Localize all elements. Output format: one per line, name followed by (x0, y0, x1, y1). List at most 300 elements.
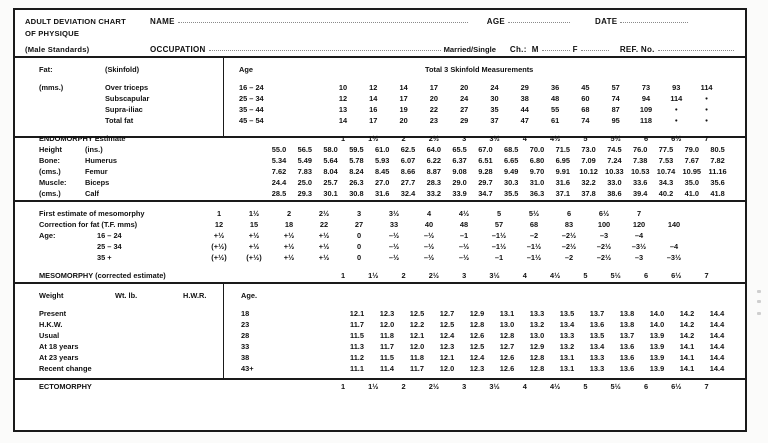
female-label: F (572, 45, 578, 54)
meso-correction-label: Correction for fat (T.F. mms) (39, 220, 138, 229)
meso-correction-cell: 68 (529, 220, 539, 229)
fat-cell: 61 (550, 116, 560, 125)
meso-first-estimate-label: First estimate of mesomorphy (39, 209, 145, 218)
fat-age-band: 45 – 54 (239, 116, 264, 125)
name-label: NAME (150, 17, 175, 26)
height-cell: 68.5 (503, 145, 519, 154)
height-cell: 31.6 (555, 178, 570, 187)
weight-cell: 14.0 (649, 320, 665, 329)
female-count-input[interactable] (581, 42, 609, 51)
fat-title: Fat: (39, 65, 53, 74)
height-cell: 7.82 (710, 156, 725, 165)
weight-cell: 13.1 (499, 309, 515, 318)
fat-cell: 29 (460, 116, 469, 125)
meso-age-correction-cell: –½ (458, 253, 470, 262)
fat-cell: 95 (611, 116, 620, 125)
fat-age-header: Age (239, 65, 253, 74)
height-band (15, 138, 745, 202)
weight-cell: 12.8 (529, 364, 545, 373)
date-field[interactable] (595, 15, 691, 26)
meso-age-correction-cell: –3 (599, 231, 609, 240)
fat-cell: 17 (369, 116, 378, 125)
ectomorphy-scale-value: 4 (522, 382, 527, 391)
fat-age-band: 16 – 24 (239, 83, 264, 92)
height-cell: 37.1 (555, 189, 570, 198)
fat-rows (27, 82, 745, 126)
weight-cell: 12.4 (469, 353, 485, 362)
fat-cell: 12 (369, 83, 378, 92)
height-cell: 6.51 (478, 156, 493, 165)
meso-age-label: Age: (39, 231, 56, 240)
scan-mark-1 (757, 290, 761, 293)
height-cell: 70.0 (529, 145, 545, 154)
height-cell: 77.5 (658, 145, 674, 154)
weight-cell: 14.1 (679, 353, 695, 362)
height-cell: 5.78 (349, 156, 364, 165)
height-cell: 10.95 (682, 167, 702, 176)
weight-cell: 12.6 (469, 331, 485, 340)
meso-age-correction-cell: –1½ (526, 242, 542, 251)
mesomorphy-scale-value: 5 (583, 271, 588, 280)
weight-row-label: H.K.W. (39, 320, 63, 329)
mesomorphy-scale-value: 5½ (610, 271, 621, 280)
fat-row (27, 93, 745, 104)
fat-cell: 55 (550, 105, 560, 114)
mesomorphy-scale-value: 4 (522, 271, 527, 280)
weight-row (27, 319, 745, 330)
ref-no-input[interactable] (658, 42, 734, 51)
fat-cell: 68 (581, 105, 590, 114)
fat-cell: 14 (369, 94, 378, 103)
meso-age-correction-cell: –1½ (491, 242, 507, 251)
height-cell: 73.0 (581, 145, 596, 154)
height-row-label-b: Femur (85, 167, 108, 176)
height-cell: 6.80 (529, 156, 545, 165)
endomorphy-scale-value: 2½ (428, 134, 440, 143)
name-field[interactable] (150, 15, 471, 26)
chart-sheet (13, 8, 747, 432)
height-row-label-b: Biceps (85, 178, 110, 187)
endomorphy-scale-value: 2 (401, 134, 406, 143)
mesomorphy-scale-value: 2 (401, 271, 406, 280)
fat-cell: 23 (429, 116, 438, 125)
fat-cell: 14 (338, 116, 348, 125)
meso-age-correction-cell: 0 (356, 242, 362, 251)
meso-age-correction-cell: –½ (388, 242, 400, 251)
meso-first-estimate-cell: 7 (636, 209, 642, 218)
meso-first-estimate-cell: 2 (286, 209, 292, 218)
fat-cell: 17 (429, 83, 438, 92)
weight-spacer (27, 301, 745, 308)
height-cell: 7.38 (632, 156, 648, 165)
date-label: DATE (595, 17, 618, 26)
height-cell: 25.0 (297, 178, 312, 187)
weight-age: 38 (241, 353, 250, 362)
fat-cell: 27 (460, 105, 469, 114)
ectomorphy-scale-value: 6½ (671, 382, 682, 391)
endomorphy-scale-value: 3 (462, 134, 467, 143)
endomorphy-estimate-label: ENDOMORPHY Estimate (39, 134, 126, 143)
weight-cell: 12.5 (469, 342, 485, 351)
mesomorphy-scale-value: 3½ (489, 271, 500, 280)
height-cell: 35.6 (710, 178, 725, 187)
height-cell: 8.87 (426, 167, 441, 176)
fat-cell: • (705, 94, 708, 103)
header-row-3 (25, 43, 735, 56)
height-row (27, 166, 745, 177)
fat-cell: 57 (611, 83, 620, 92)
weight-cell: 13.8 (619, 320, 635, 329)
header-band (15, 10, 745, 58)
height-cell: 33.9 (452, 189, 467, 198)
weight-row (27, 330, 745, 341)
weight-cell: 11.2 (350, 353, 364, 362)
mesomorphy-rows (27, 208, 745, 263)
weight-cell: 12.0 (439, 364, 455, 373)
fat-spacer (27, 75, 745, 82)
height-cell: 64.0 (426, 145, 441, 154)
meso-age-correction-cell: 0 (356, 253, 362, 262)
weight-cell: 12.4 (439, 331, 455, 340)
weight-cell: 13.3 (529, 309, 545, 318)
meso-correction-cell: 33 (389, 220, 399, 229)
meso-first-estimate-cell: 5 (496, 209, 502, 218)
height-cell: 6.37 (452, 156, 467, 165)
fat-cell: 12 (338, 94, 348, 103)
height-cell: 32.4 (400, 189, 416, 198)
fat-site-label: Subscapular (105, 94, 150, 103)
fat-cell: 20 (460, 83, 469, 92)
meso-age-correction-cell: +½ (283, 242, 295, 251)
mesomorphy-scale-value: 6 (643, 271, 649, 280)
height-cell: 5.64 (323, 156, 338, 165)
weight-cell: 12.1 (349, 309, 365, 318)
weight-cell: 11.7 (350, 320, 364, 329)
meso-age-correction-cell: –½ (458, 242, 470, 251)
meso-age-correction-cell: +½ (283, 231, 295, 240)
height-cell: 33.6 (632, 178, 648, 187)
ectomorphy-scale-value: 3½ (489, 382, 500, 391)
chart-title-line1: ADULT DEVIATION CHART (25, 17, 126, 26)
weight-cell: 13.9 (649, 342, 665, 351)
weight-cell: 14.4 (709, 364, 725, 373)
age-field[interactable] (487, 15, 573, 26)
wt-lb-label: Wt. lb. (115, 291, 138, 300)
weight-cell: 12.8 (529, 353, 545, 362)
weight-rows (27, 308, 745, 374)
meso-first-estimate-cell: 4 (426, 209, 432, 218)
meso-age-correction-cell: –½ (388, 231, 400, 240)
height-cell: 56.5 (297, 145, 312, 154)
height-cell: 79.0 (684, 145, 699, 154)
weight-cell: 13.0 (529, 331, 545, 340)
endomorphy-scale-value: 3½ (489, 134, 500, 143)
mesomorphy-scale-value: 1 (340, 271, 346, 280)
mesomorphy-band (15, 202, 745, 284)
height-cell: 9.91 (555, 167, 570, 176)
fat-cell: 87 (611, 105, 620, 114)
meso-age-correction-cell: –4 (669, 242, 679, 251)
height-cell: 32.2 (581, 178, 596, 187)
fat-cell: 118 (640, 116, 652, 125)
meso-correction-cell: 100 (597, 220, 611, 229)
meso-correction-cell: 12 (214, 220, 224, 229)
fat-cell: 94 (641, 94, 651, 103)
weight-cell: 13.4 (559, 320, 575, 329)
name-input[interactable] (178, 14, 468, 23)
weight-label: Weight (39, 291, 64, 300)
height-row-label-a: Muscle: (39, 178, 67, 187)
fat-cell: 60 (581, 94, 590, 103)
height-row-label-b: (ins.) (85, 145, 103, 154)
meso-correction-cell: 15 (249, 220, 259, 229)
weight-cell: 12.9 (469, 309, 485, 318)
fat-cell: 24 (490, 83, 499, 92)
weight-cell: 11.8 (410, 353, 424, 362)
ectomorphy-label: ECTOMORPHY (39, 382, 92, 391)
fat-site-label: Total fat (105, 116, 134, 125)
fat-cell: 74 (611, 94, 620, 103)
weight-cell: 13.5 (559, 309, 575, 318)
meso-age-correction-cell: (+½) (211, 242, 227, 251)
fat-cell: 93 (672, 83, 681, 92)
weight-age: 33 (241, 342, 250, 351)
ref-no-field[interactable] (620, 43, 737, 54)
weight-row-label: Recent change (39, 364, 92, 373)
meso-first-estimate-cell: 3 (356, 209, 362, 218)
weight-cell: 14.2 (679, 331, 695, 340)
weight-cell: 13.6 (619, 353, 635, 362)
weight-row (27, 363, 745, 374)
meso-age-correction-cell: –½ (423, 231, 435, 240)
weight-cell: 13.8 (619, 309, 635, 318)
endomorphy-scale-value: 4 (522, 134, 527, 143)
fat-cell: 48 (550, 94, 560, 103)
fat-cell: 30 (490, 94, 499, 103)
occupation-label: OCCUPATION (150, 45, 206, 54)
height-cell: 24.4 (271, 178, 287, 187)
height-cell: 10.12 (579, 167, 598, 176)
weight-cell: 14.2 (679, 309, 695, 318)
weight-age-header: Age. (241, 291, 258, 300)
height-row-label-a: (cms.) (39, 189, 61, 198)
header-row-1 (25, 15, 735, 28)
meso-correction-cell: 83 (564, 220, 574, 229)
fat-cell: 13 (338, 105, 348, 114)
weight-cell: 14.2 (679, 320, 695, 329)
height-cell: 71.5 (555, 145, 570, 154)
weight-cell: 13.2 (559, 342, 575, 351)
weight-cell: 12.0 (409, 342, 425, 351)
height-cell: 33.0 (607, 178, 622, 187)
height-cell: 5.34 (271, 156, 287, 165)
fat-site-label: Over triceps (105, 83, 149, 92)
weight-cell: 13.5 (589, 331, 605, 340)
ectomorphy-scale-value: 1½ (368, 382, 379, 391)
fat-content (15, 58, 745, 149)
weight-cell: 12.5 (409, 309, 425, 318)
meso-age-correction-cell: –3½ (666, 253, 682, 262)
weight-cell: 12.6 (499, 364, 515, 373)
weight-cell: 13.6 (619, 364, 635, 373)
weight-age: 28 (241, 331, 250, 340)
scan-mark-3 (757, 312, 761, 315)
height-cell: 80.5 (710, 145, 725, 154)
meso-age-correction-cell: +½ (248, 231, 260, 240)
age-input[interactable] (508, 14, 570, 23)
height-cell: 28.3 (426, 178, 441, 187)
notes-band[interactable] (15, 380, 745, 432)
height-cell: 37.8 (581, 189, 596, 198)
children-field[interactable] (510, 43, 612, 54)
height-row-label-a: (cms.) (39, 167, 61, 176)
meso-correction-cell: 140 (667, 220, 681, 229)
children-label: Ch.: (509, 45, 527, 54)
height-cell: 34.7 (478, 189, 493, 198)
meso-age-correction-cell: –1½ (491, 231, 507, 240)
weight-cell: 13.1 (559, 353, 575, 362)
fat-cell: 35 (490, 105, 499, 114)
height-cell: 7.09 (581, 156, 596, 165)
meso-age-correction-row (27, 230, 745, 241)
height-row (27, 188, 745, 199)
height-cell: 8.24 (349, 167, 364, 176)
weight-cell: 13.6 (619, 342, 635, 351)
weight-cell: 13.3 (559, 331, 575, 340)
height-cell: 10.74 (656, 167, 676, 176)
height-row (27, 177, 745, 188)
ectomorphy-scale-value: 2 (401, 382, 406, 391)
height-cell: 28.5 (271, 189, 287, 198)
fat-age-band: 25 – 34 (239, 94, 264, 103)
height-cell: 38.6 (607, 189, 622, 198)
endomorphy-scale-value: 5 (583, 134, 588, 143)
meso-age-correction-row (27, 252, 745, 263)
meso-correction-cell: 120 (632, 220, 646, 229)
height-cell: 10.33 (605, 167, 624, 176)
fat-cell: 16 (369, 105, 378, 114)
fat-cell: 44 (520, 105, 529, 114)
weight-cell: 13.0 (499, 320, 515, 329)
height-cell: 6.07 (400, 156, 416, 165)
meso-age-correction-cell: –½ (388, 253, 400, 262)
meso-first-estimate-cell: 4½ (458, 209, 470, 218)
height-row (27, 155, 745, 166)
height-cell: 7.24 (607, 156, 622, 165)
mesomorphy-scale-value: 2½ (428, 271, 440, 280)
height-cell: 25.7 (323, 178, 338, 187)
height-row-label-a: Bone: (39, 156, 60, 165)
height-row (27, 144, 745, 155)
height-row-label-b: Calf (85, 189, 99, 198)
meso-first-estimate-cell: 1 (216, 209, 222, 218)
fat-cell: • (705, 116, 708, 125)
meso-age-correction-cell: (+½) (246, 253, 262, 262)
mesomorphy-content (15, 202, 745, 286)
height-cell: 8.04 (323, 167, 338, 176)
height-cell: 65.5 (452, 145, 467, 154)
ectomorphy-scale-value: 6 (643, 382, 649, 391)
weight-cell: 13.9 (649, 353, 665, 362)
male-label: M (531, 45, 539, 54)
meso-age-correction-cell: –1 (459, 231, 469, 240)
ectomorphy-scale-value: 7 (704, 382, 709, 391)
weight-cell: 11.7 (410, 364, 424, 373)
weight-cell: 12.3 (469, 364, 485, 373)
weight-cell: 13.1 (559, 364, 575, 373)
weight-cell: 13.4 (589, 342, 605, 351)
height-cell: 5.49 (297, 156, 312, 165)
height-cell: 10.53 (630, 167, 650, 176)
fat-cell: 22 (429, 105, 438, 114)
weight-cell: 12.1 (439, 353, 455, 362)
fat-site-label: Supra-iliac (105, 105, 143, 114)
endomorphy-scale-value: 5½ (610, 134, 621, 143)
weight-cell: 12.6 (499, 353, 515, 362)
male-count-input[interactable] (542, 42, 570, 51)
meso-age-correction-cell: +½ (318, 231, 330, 240)
height-cell: 5.93 (374, 156, 390, 165)
weight-band (15, 284, 745, 391)
weight-cell: 12.8 (499, 331, 515, 340)
weight-row-label: Present (39, 309, 67, 318)
height-cell: 9.28 (478, 167, 493, 176)
meso-age-band: 35 + (97, 253, 112, 262)
weight-row-label: At 18 years (39, 342, 79, 351)
fat-subtitle: (Skinfold) (105, 65, 140, 74)
weight-header-row (27, 290, 745, 301)
occupation-input[interactable] (209, 42, 441, 51)
weight-cell: 12.5 (439, 320, 455, 329)
meso-correction-row (27, 219, 745, 230)
occupation-field[interactable] (150, 43, 496, 54)
endomorphy-scale-value: 1 (340, 134, 346, 143)
fat-cell: 19 (399, 105, 408, 114)
chart-title-line2-col (25, 29, 150, 39)
height-cell: 39.4 (632, 189, 648, 198)
date-input[interactable] (620, 14, 688, 23)
weight-cell: 14.0 (649, 309, 665, 318)
meso-age-correction-cell: –1 (494, 253, 504, 262)
weight-age: 43+ (241, 364, 254, 373)
fat-band (15, 58, 745, 143)
meso-correction-cell: 57 (494, 220, 504, 229)
weight-cell: 13.2 (529, 320, 545, 329)
meso-age-correction-cell: +½ (213, 231, 225, 240)
weight-cell: 13.3 (589, 364, 605, 373)
meso-first-estimate-row (27, 208, 745, 219)
weight-cell: 14.4 (709, 353, 725, 362)
fat-cell: 37 (490, 116, 499, 125)
weight-cell: 12.1 (409, 331, 425, 340)
height-cell: 6.95 (555, 156, 570, 165)
height-cell: 30.8 (349, 189, 364, 198)
meso-correction-cell: 22 (319, 220, 329, 229)
mesomorphy-corrected-label: MESOMORPHY (corrected estimate) (39, 271, 166, 280)
meso-age-correction-cell: –½ (423, 253, 435, 262)
ectomorphy-scale-value: 5 (583, 382, 588, 391)
height-cell: 9.70 (529, 167, 545, 176)
meso-age-correction-cell: –4 (634, 231, 644, 240)
height-cell: 61.0 (374, 145, 390, 154)
meso-age-band: 25 – 34 (97, 242, 122, 251)
meso-first-estimate-cell: 5½ (528, 209, 540, 218)
fat-table-header: Total 3 Skinfold Measurements (425, 65, 534, 74)
weight-cell: 12.2 (409, 320, 425, 329)
height-cell: 27.0 (374, 178, 390, 187)
meso-first-estimate-cell: 2½ (318, 209, 330, 218)
chart-title (25, 17, 150, 27)
